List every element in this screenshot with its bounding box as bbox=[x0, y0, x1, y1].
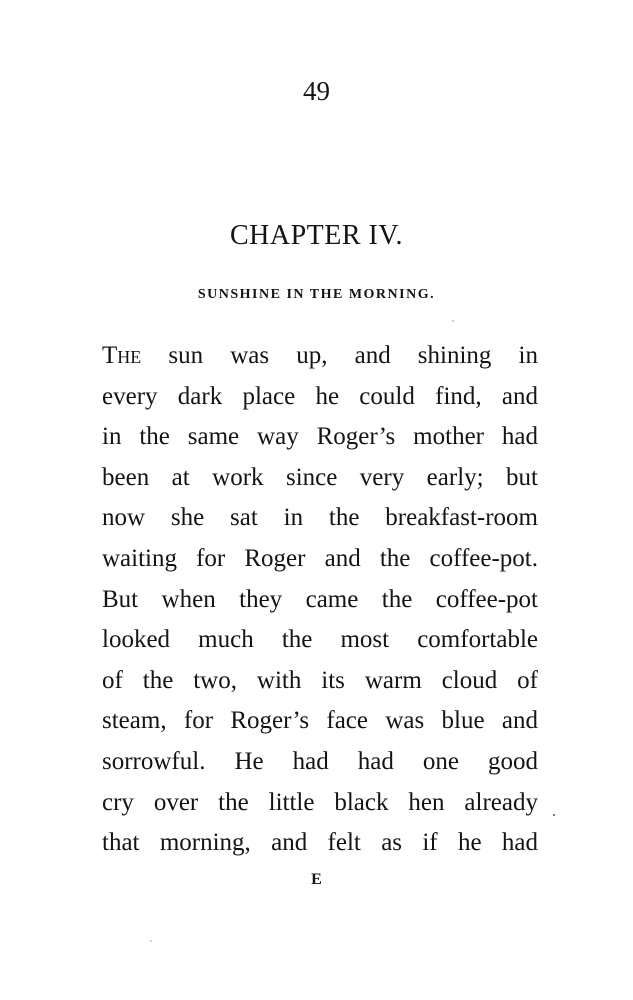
paper-speck bbox=[452, 320, 454, 322]
chapter-title: CHAPTER IV. bbox=[229, 220, 403, 251]
paper-speck bbox=[553, 814, 555, 816]
signature-mark: E bbox=[311, 871, 322, 888]
text-line: looked much the most comfortable bbox=[102, 626, 538, 654]
text-line: been at work since very early; but bbox=[102, 463, 538, 491]
chapter-subtitle: SUNSHINE IN THE MORNING. bbox=[197, 287, 436, 302]
paper-speck bbox=[150, 940, 152, 942]
text-line: now she sat in the breakfast-room bbox=[102, 504, 538, 532]
text-line: of the two, with its warm cloud of bbox=[102, 666, 538, 694]
text-line: waiting for Roger and the coffee-pot. bbox=[102, 544, 538, 572]
opening-word: The bbox=[102, 342, 142, 369]
text-line: every dark place he could find, and bbox=[102, 382, 538, 410]
line-remainder: sun was up, and shining in bbox=[141, 342, 538, 369]
text-line bbox=[102, 336, 538, 377]
page-number: 49 bbox=[303, 76, 330, 106]
text-line: sorrowful. He had had one good bbox=[102, 747, 538, 775]
text-line: in the same way Roger’s mother had bbox=[102, 423, 538, 451]
text-line: steam, for Roger’s face was blue and bbox=[102, 707, 538, 735]
body-text bbox=[102, 336, 538, 864]
text-line: cry over the little black hen already bbox=[102, 788, 538, 816]
text-line: that morning, and felt as if he had bbox=[102, 829, 538, 857]
text-line: But when they came the coffee-pot bbox=[102, 585, 538, 613]
